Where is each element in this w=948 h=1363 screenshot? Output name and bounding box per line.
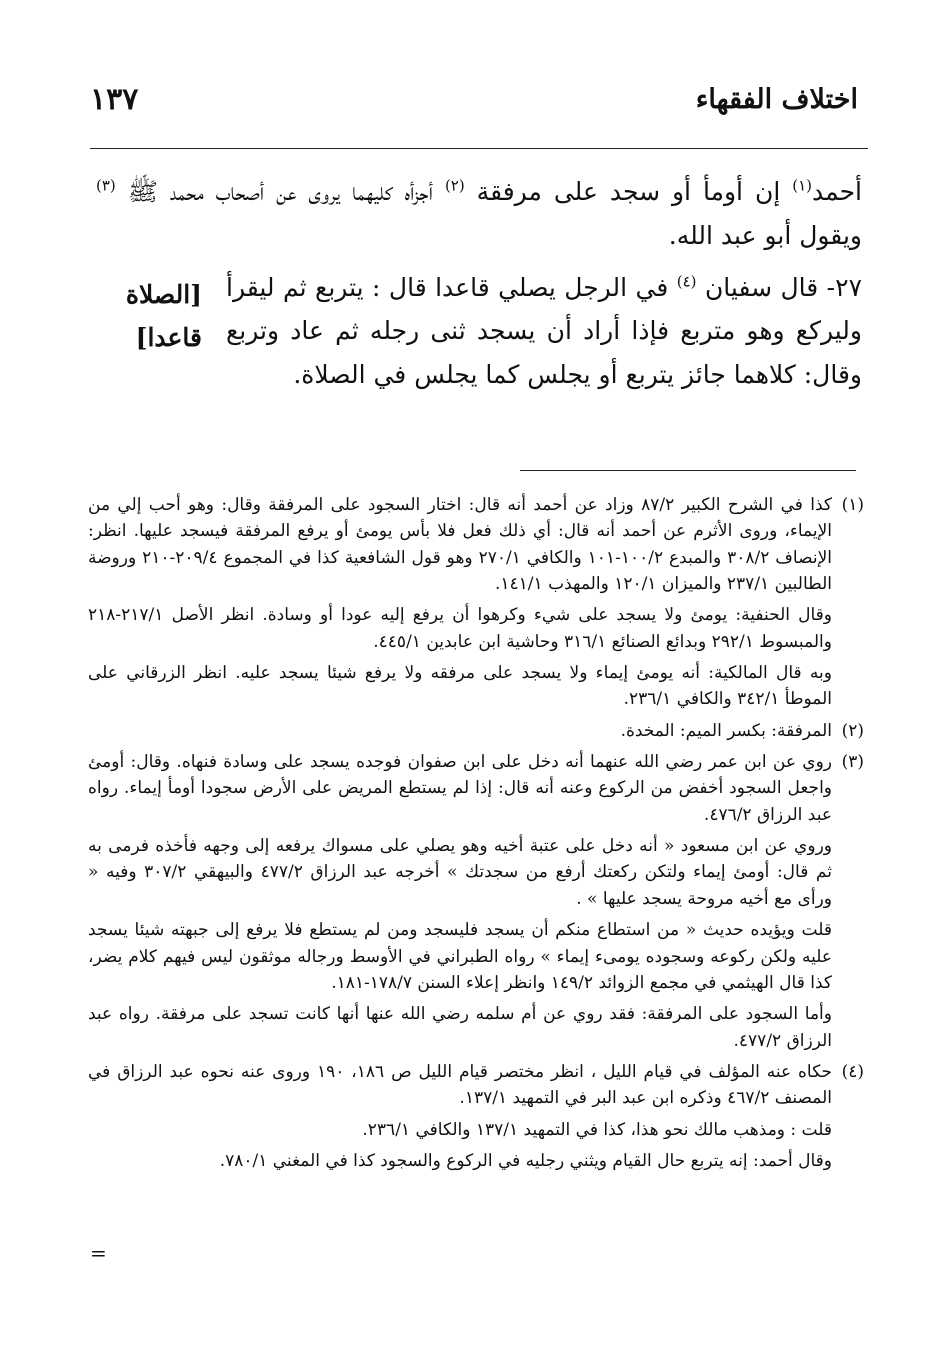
- para2-text: في الرجل يصلي قاعدا قال : يتربع ثم ليقرأ وليركع وهو متربع فإذا أراد أن يسجد ثنى رجله ثم عاد وتربع وقال: كلاهما جائز يتربع أو يجلس كما يجلس في الصلاة.: [226, 272, 862, 389]
- footnote-ref-1: (١): [792, 176, 813, 195]
- footnote-ref-4: (٤): [676, 272, 697, 291]
- margin-heading: [98, 274, 202, 359]
- continuation-mark: =: [90, 1241, 107, 1265]
- footnote-ref-2: (٢): [444, 176, 465, 195]
- paragraph-1: [96, 170, 862, 258]
- header-rule: [90, 148, 868, 149]
- footnote-number: (٢): [841, 720, 864, 741]
- footnote-3-continuation: وأما السجود على المرفقة: فقد روي عن أم سلمه رضي الله عنها أنها كانت تسجد على مرفقة. رواه عبد الرزاق ٤٧٧/٢.: [88, 1004, 832, 1051]
- page-number: ١٣٧: [90, 82, 139, 117]
- footnote-text: حكاه عنه المؤلف في قيام الليل ، انظر مختصر قيام الليل ص ١٨٦، ١٩٠ وروى عنه نحوه عبد الرزاق في المصنف ٤٦٧/٢ وذكره ابن عبد البر في التمهيد ١٣٧/١.: [88, 1061, 833, 1109]
- footnote-4-continuation: وقال أحمد: إنه يتربع حال القيام ويثني رجليه في الركوع والسجود كذا في المغني ٧٨٠/١.: [219, 1150, 832, 1171]
- footnote-text: المرفقة: بكسر الميم: المخدة.: [620, 720, 832, 741]
- footnote-4: [88, 1059, 864, 1112]
- running-title: اختلاف الفقهاء: [695, 84, 858, 115]
- footnote-2: [88, 718, 864, 744]
- footnote-number: (٤): [841, 1061, 864, 1082]
- footnote-3-continuation: وروي عن ابن مسعود « أنه دخل على عتبة أخيه وهو يصلي على مسواك يرفعه إلى وجهه فأخذه فرمى به ثم قال: أومئ إيماء ولتكن ركعتك أرفع من سجدتك » أخرجه عبد الرزاق ٤٧٧/٢ والبيهقي ٣٠٧/٢ وفيه « ورأى مع أخيه مروحة يسجد عليها » .: [88, 836, 832, 909]
- paragraph-27: [226, 266, 862, 397]
- footnote-3: [88, 749, 864, 828]
- footnote-number: (٣): [841, 752, 864, 773]
- para1-text: أحمد: [812, 177, 862, 206]
- footnotes: [88, 492, 864, 1179]
- para1-text: إن أومأ أو سجد على مرفقة: [464, 177, 793, 206]
- para2-text: ٢٧- قال سفيان: [696, 272, 862, 302]
- footnote-text: كذا في الشرح الكبير ٨٧/٢ وزاد عن أحمد أنه قال: اختار السجود على المرفقة وقال: وهو أحب إلي من الإيماء، وروى الأثرم عن أحمد أنه قال: أي ذلك فعل فلا بأس يومئ أو يرفع المرفقة فيسجد عليها. انظر: الإنصاف ٣٠٨/٢ والمبدع ١٠٠/٢-١٠١ والكافي ٢٧٠/١ وهو قول الشافعية كذا في المجموع ٢٠٩/٤-٢١٠ وروضة الطالبين ٢٣٧/١ والميزان ١٢٠/١ والمهذب ١٤١/١.: [88, 495, 833, 595]
- footnote-1: [88, 492, 864, 597]
- margin-heading-line-2: قاعدا]: [135, 322, 202, 352]
- main-text: [96, 170, 862, 397]
- margin-heading-line-1: [الصلاة: [125, 280, 202, 309]
- footnote-number: (١): [841, 495, 864, 515]
- footnote-4-continuation: قلت : ومذهب مالك نحو هذا، كذا في التمهيد ١٣٧/١ والكافي ٢٣٦/١.: [362, 1119, 832, 1140]
- footnote-ref-3: (٣): [96, 176, 116, 195]
- footnote-1-continuation: وبه قال المالكية: أنه يومئ إيماء ولا يسجد على مرفقه ولا يرفع شيئا يسجد عليه. انظر الزرقاني على الموطأ ٣٤٢/١ والكافي ٢٣٦/١.: [88, 663, 832, 710]
- page-header: [90, 84, 858, 134]
- footnote-3-continuation: قلت ويؤيده حديث « من استطاع منكم أن يسجد فليسجد ومن لم يستطع فلا يرفع إلى جبهته شيئا يسجد عليه ولكن ركوعه وسجوده يومىء إيماء » رواه الطبراني في الأوسط ورجاله موثقون ليس فيهم كلام يضر، كذا قال الهيثمي في مجمع الزوائد ١٤٩/٢ وانظر إعلاء السنن ١٧٨/٧-١٨١.: [88, 920, 832, 993]
- para1-text: ويقول أبو عبد الله.: [668, 220, 862, 250]
- para1-text: أجزأه كليهما يروى عن أصحاب محمد ﷺ: [115, 177, 445, 206]
- footnote-text: روي عن ابن عمر رضي الله عنهما أنه دخل على ابن صفوان فوجده يسجد على وسادة فنهاه. وقال: أومئ واجعل السجود أخفض من الركوع وعنه أنه قال: إذا لم يستطع المريض على الأرض سجودا أومأ إيماء. رواه عبد الرزاق ٤٧٦/٢.: [88, 752, 832, 825]
- footnote-separator: [520, 470, 856, 471]
- footnote-1-continuation: وقال الحنفية: يومئ ولا يسجد على شيء وكرهوا أن يرفع إليه عودا أو وسادة. انظر الأصل ٢١٧/١-٢١٨ والمبسوط ٢٩٢/١ وبدائع الصنائع ٣١٦/١ وحاشية ابن عابدين ٤٤٥/١.: [88, 605, 832, 652]
